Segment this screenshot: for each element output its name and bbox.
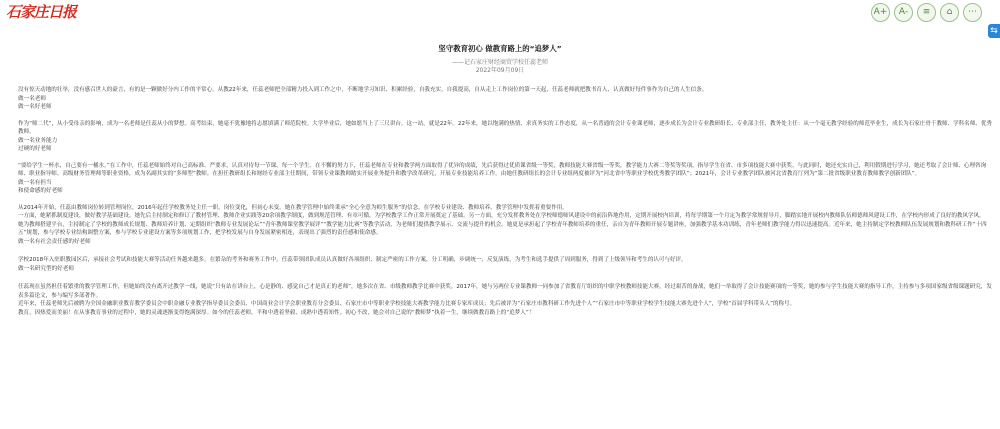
article-date: 2022年09月09日 bbox=[475, 67, 525, 74]
section-heading: 做一名有社会责任感的好老师 bbox=[18, 238, 91, 245]
paragraph: 任蕊现在虽然担任着繁重的教学管理工作，但她始终没有离开过教学一线，她说“只有站在讲台上，心是静的、感觉自己才是真正的老师”，她多次在省、市级教师教学比赛中获奖。2017年，她与另两位专业课教师一同参加了省教育厅组织的中职学校教师技能大赛，经过艰苦的备战，她们一举取得了会计技能赛项的一等奖，她的参与学生技能大赛的指导工作，主持参与多项国家级省级课题研究，发表多篇论文，参与编写多部著作。 bbox=[18, 284, 992, 299]
toolbar bbox=[871, 3, 982, 22]
paragraph: “要给学生一杯水，自己要有一桶水。”在工作中，任蕊老师始终对自己高标准、严要求，认真对待每一节课、每一个学生。在不懈的努力下，任蕊老师在专业和教学两方面取得了优异的成绩，先后获得过优质课省级一等奖，教师技能大赛省级一等奖，教学能力大赛二等奖等奖项，指导学生在省、市多项技能大赛中获奖。与此同时，她还充实自己，利用假期进行学习，她还考取了会计师、心理咨询师、职业指导师、高级财务管理师等职业资格，成为名副其实的“多师型”教师。在担任教研组长和财经专业部主任期间，带领专业课教师踏实开展业务提升和教学改革研究，开展专业技能培养工作。由她任教研组长的会计专业组两度被评为“河北省中等职业学校优秀教学团队”；2021年，会计专业教学团队被河北省教育厅列为“第二批省级职业教育教师教学创新团队”。 bbox=[18, 162, 987, 177]
paragraph: 近年来，任蕊老师先后被聘为全国金融职业教育教学委员会中职金融专业教学指导委员会委员、中国商业会计学会职业教育分会委员、石家庄市中等职业学校技能大赛教学能力比赛专家库成员；先后被评为“石家庄市教科研工作先进个人”“石家庄市中等职业学校学生技能大赛先进个人”，学校“首届学科带头人”的称号。 bbox=[18, 301, 796, 307]
more-icon[interactable]: ⋯ bbox=[963, 3, 982, 22]
newspaper-logo[interactable]: 石家庄日报 bbox=[6, 3, 77, 21]
paragraph: 教育，因热爱而美丽！在从事教育事业的过程中，她的灵魂逐渐变得饱满深厚。如今的任蕊老师，平和中透着坚毅、成熟中透着知性。初心不改，她会对自己说的“教师梦”执着一生，继续做教育路上的“追梦人”！ bbox=[18, 309, 535, 316]
home-icon[interactable]: ⌂ bbox=[940, 3, 959, 22]
side-translate-icon[interactable]: ⇆ bbox=[988, 24, 1000, 38]
section-heading: 和使命感的好老师 bbox=[18, 188, 63, 194]
section-heading: 做一名研究型的好老师 bbox=[18, 265, 74, 272]
section-heading: 做一名老师 bbox=[18, 95, 46, 102]
paragraph: 作为“师二代”，从小受母亲的影响，成为一名老师是任蕊从小的梦想。高考结束，她毫不犹豫地将志愿填满了师范院校。大学毕业后，她如愿当上了三尺讲台。这一站，就是22年。22年来，她以饱满的热情、求真务实的工作态度，从一名普通的会计专业课老师，逐步成长为会计专业教研组长、专业部主任、教务处主任：从一个毫无教学经验的师范毕业生，成长为石家庄骨干教师、学科名师、优秀教师。 bbox=[18, 120, 992, 135]
top-bar bbox=[0, 0, 1000, 24]
section-heading: 做一名有担当 bbox=[18, 179, 52, 186]
paragraph: 学校2018年入驻职教园区后，承接社会考试和技能大赛等活动任务越来越多。在繁杂的考务和赛务工作中，任蕊带领团队成员认真做好各项组织、制定严密的工作方案，分工明确，步调统一，反复演练，为考生和选手提供了周到服务，得到了上级领导和考生的认可与好评。 bbox=[18, 257, 687, 263]
article-subtitle: ——记石家庄财经商贸学校任蕊老师 bbox=[451, 59, 548, 66]
article-body bbox=[5, 86, 995, 317]
section-heading: 做一名好老师 bbox=[18, 104, 52, 110]
paragraph: 她为教师搭建平台，主持制定了学校的教师成长规划、教师培养计划、定期组织“教师专业发展论坛”“青年教师课堂教学展评”“教学能力比赛”等教学活动，为老师们提供教学展示、交流与提升的机会。她更是承担起了学校青年教师培养的重任，亲自为青年教师开展专题讲座，加强教学基本功训练，青年老师们教学能力得以迅速提高。近年来，她主持制定学校教师队伍发展规划和教科研工作“十四五”规划，参与学校专业结构调整方案，参与学校专业建设方案等多项规划工作，把学校发展与自身发展紧密相连，表现出了强烈的责任感和使命感。 bbox=[18, 221, 987, 236]
paragraph: 从2014年开始，任蕊由教师岗位转到管理岗位，2016年起任学校教务处主任一职。岗位变化，但初心未变。她在教学管理中始终秉承“全心全意为师生服务”的信念，在学校专业建设、教师培养、教学管理中发挥着重要作用。 bbox=[18, 204, 568, 211]
article-title: 坚守教育初心 做教育路上的“追梦人” bbox=[438, 44, 562, 53]
font-increase-icon[interactable]: A+ bbox=[871, 3, 890, 22]
section-heading: 做一名业务能力 bbox=[18, 137, 58, 144]
section-heading: 过硬的好老师 bbox=[18, 146, 52, 152]
paragraph: 没有惊天动地的壮举，没有感召世人的豪言，有的是一颗做好分内工作的平常心。从教22年来，任蕊老师把全部精力投入到工作之中，不断地学习知识、积累经验，自我充实，自我提高，自从走上工作岗位的第一天起，任蕊老师就把教书育人、认真做好每件事作为自己的人生信条。 bbox=[18, 87, 708, 93]
font-decrease-icon[interactable]: A- bbox=[894, 3, 913, 22]
list-icon[interactable]: ≡ bbox=[917, 3, 936, 22]
paragraph: 一方面，她紧抓制度建设，做好教学基础建设。她先后主持制定和修订了教材管理、教师企业实践等20余项教学制度，做到规范管理、有章可循，为学校教学工作正常开展奠定了基础。另一方面，充分发挥教务处在学校师德师风建设中的前沿阵地作用，定期开展校内培训，将每学期第一个月定为教学常规督导月，脚踏实地开展校内教师队伍师德师风建设工作，在学校内形成了良好的教风学风。 bbox=[18, 213, 985, 219]
